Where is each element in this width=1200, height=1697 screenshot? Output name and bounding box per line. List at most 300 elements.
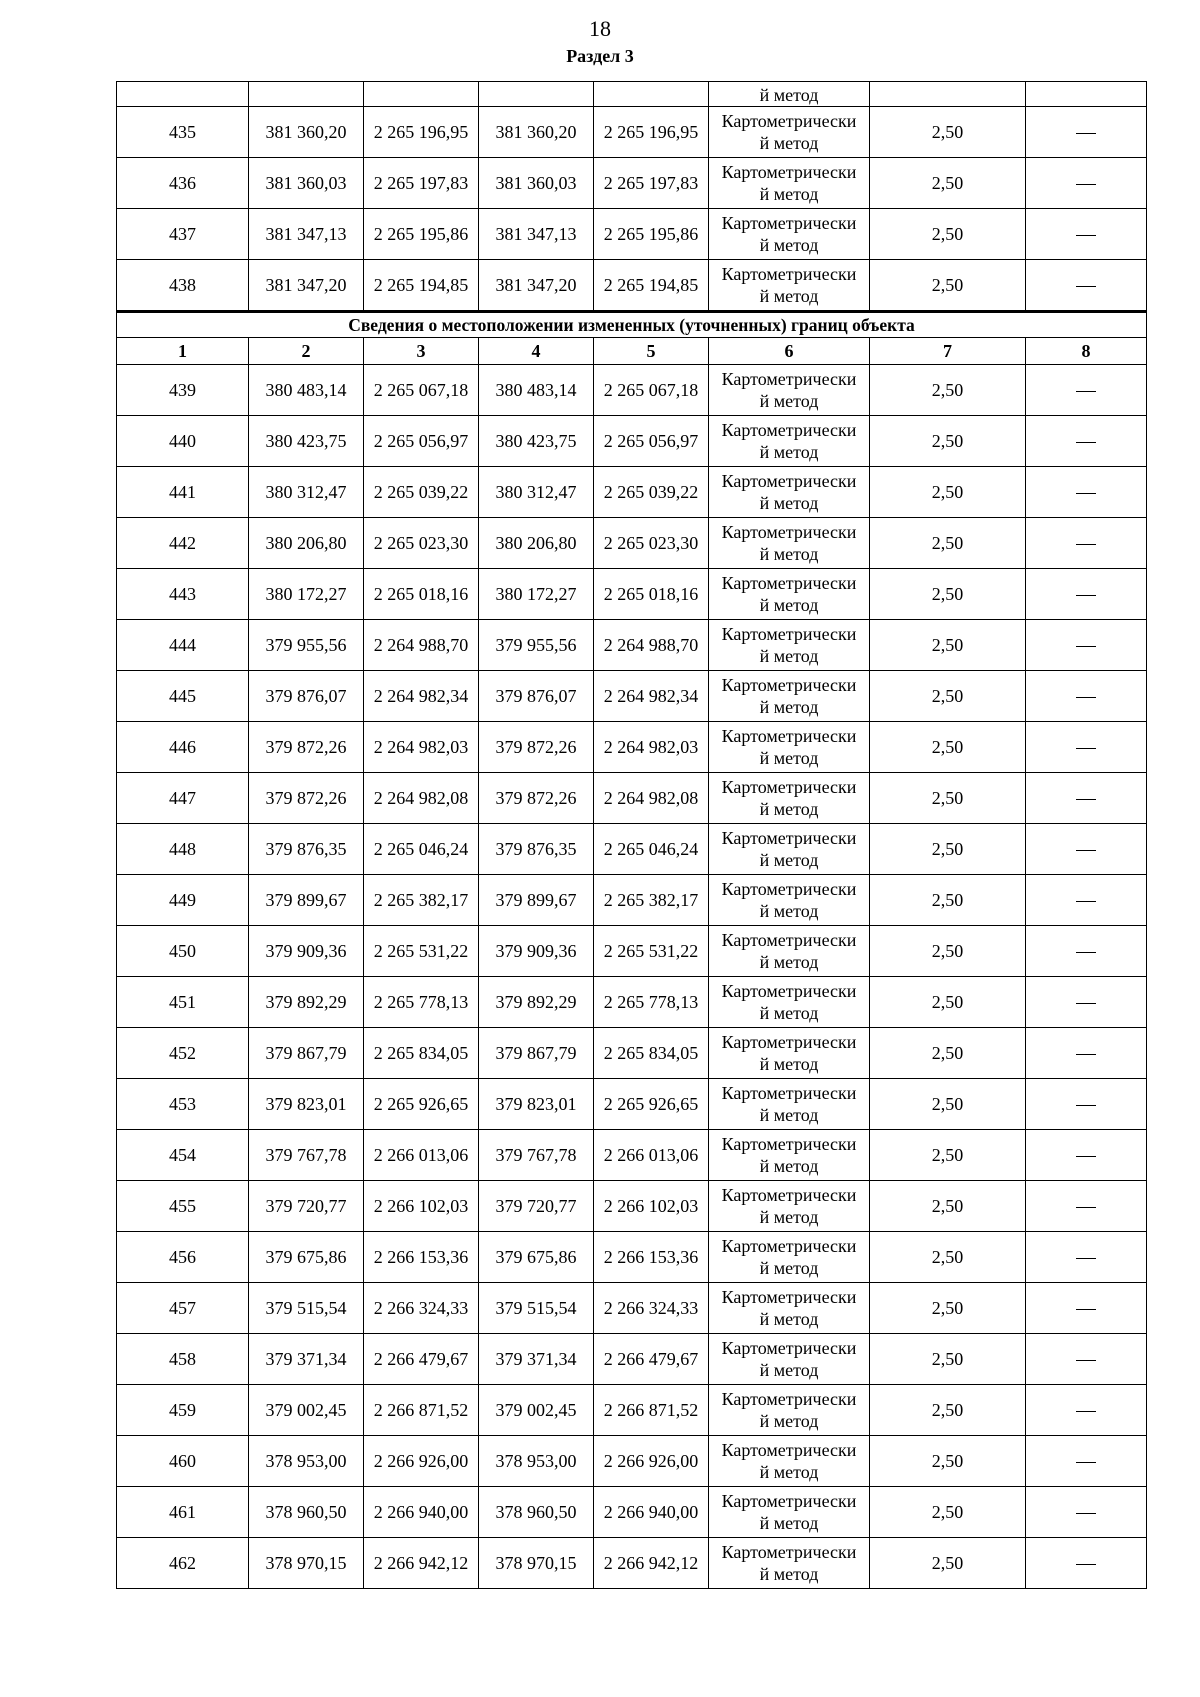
- cell-y-refined: 2 266 013,06: [594, 1130, 709, 1181]
- cell-x-existing: 379 876,07: [249, 671, 364, 722]
- table-row: [117, 1181, 1147, 1232]
- dash-mark: [1076, 442, 1096, 443]
- cell-description: [1026, 773, 1147, 824]
- column-number: 2: [249, 338, 364, 365]
- method-line-1: Картометрически: [721, 573, 857, 593]
- column-number: 6: [709, 338, 870, 365]
- cell-x-refined: 380 172,27: [479, 569, 594, 620]
- cell-accuracy: 2,50: [870, 875, 1026, 926]
- cell-x-existing: 380 206,80: [249, 518, 364, 569]
- cell-description: [1026, 365, 1147, 416]
- cell-accuracy: 2,50: [870, 671, 1026, 722]
- cell-x-refined: 379 899,67: [479, 875, 594, 926]
- cell-y-refined: 2 265 195,86: [594, 209, 709, 260]
- table-row: [117, 158, 1147, 209]
- cell-method: [709, 1283, 870, 1334]
- dash-mark: [1076, 697, 1096, 698]
- cell-y-existing: 2 264 982,34: [364, 671, 479, 722]
- dash-mark: [1076, 1513, 1096, 1514]
- method-line-2: й метод: [759, 493, 819, 513]
- dash-mark: [1076, 748, 1096, 749]
- cell-description: [1026, 824, 1147, 875]
- section-heading: Сведения о местоположении измененных (уточненных) границ объекта: [117, 312, 1147, 338]
- cell-method: [709, 1232, 870, 1283]
- cell-y-refined: 2 265 382,17: [594, 875, 709, 926]
- method-line-2: й метод: [759, 1207, 819, 1227]
- cell-x-refined: 379 720,77: [479, 1181, 594, 1232]
- section-heading-row: [117, 312, 1147, 338]
- dash-mark: [1076, 1360, 1096, 1361]
- cell-accuracy: 2,50: [870, 107, 1026, 158]
- cell-method: [709, 1487, 870, 1538]
- method-line-2: й метод: [759, 235, 819, 255]
- cell-y-refined: 2 265 023,30: [594, 518, 709, 569]
- column-number: 8: [1026, 338, 1147, 365]
- cell-y-refined: 2 266 479,67: [594, 1334, 709, 1385]
- cell-description: [1026, 671, 1147, 722]
- cell-x-existing: 379 876,35: [249, 824, 364, 875]
- cell-y-existing: 2 264 982,03: [364, 722, 479, 773]
- cell-description: [1026, 1130, 1147, 1181]
- cell-x-existing: 379 872,26: [249, 773, 364, 824]
- cell-x-existing: 379 955,56: [249, 620, 364, 671]
- method-line-1: Картометрически: [721, 1083, 857, 1103]
- method-line-2: й метод: [759, 544, 819, 564]
- table-row: [117, 1436, 1147, 1487]
- cell-x-refined: 379 767,78: [479, 1130, 594, 1181]
- cell-x-refined: 381 360,20: [479, 107, 594, 158]
- cell-y-existing: 2 265 778,13: [364, 977, 479, 1028]
- dash-mark: [1076, 184, 1096, 185]
- cell-method: [709, 158, 870, 209]
- cell-point-number: 457: [117, 1283, 249, 1334]
- cell-y-refined: 2 266 940,00: [594, 1487, 709, 1538]
- method-line-1: Картометрически: [721, 420, 857, 440]
- cell-point-number: 461: [117, 1487, 249, 1538]
- cell-x-refined: 378 960,50: [479, 1487, 594, 1538]
- cell-description: [1026, 1283, 1147, 1334]
- method-line-1: Картометрически: [721, 726, 857, 746]
- column-numbers-row: [117, 338, 1147, 365]
- cell-y-existing: 2 266 871,52: [364, 1385, 479, 1436]
- cell-accuracy: 2,50: [870, 1283, 1026, 1334]
- cell-accuracy: 2,50: [870, 620, 1026, 671]
- cell-description: [1026, 926, 1147, 977]
- cell-description: [1026, 1487, 1147, 1538]
- cell-y-existing: 2 265 067,18: [364, 365, 479, 416]
- cell-y-refined: 2 265 046,24: [594, 824, 709, 875]
- column-number: 7: [870, 338, 1026, 365]
- method-line-1: Картометрически: [721, 1389, 857, 1409]
- method-line-2: й метод: [759, 391, 819, 411]
- method-line-2: й метод: [759, 442, 819, 462]
- cell-y-existing: 2 266 324,33: [364, 1283, 479, 1334]
- cell-y-existing: 2 265 926,65: [364, 1079, 479, 1130]
- cell-description: [1026, 1181, 1147, 1232]
- cell-point-number: 449: [117, 875, 249, 926]
- cell-y-existing: 2 264 988,70: [364, 620, 479, 671]
- cell-point-number: 435: [117, 107, 249, 158]
- cell-accuracy: 2,50: [870, 1538, 1026, 1589]
- cell-y-existing: 2 264 982,08: [364, 773, 479, 824]
- cell-x-refined: 379 675,86: [479, 1232, 594, 1283]
- cell-point-number: 448: [117, 824, 249, 875]
- cell-method: [709, 1079, 870, 1130]
- dash-mark: [1076, 646, 1096, 647]
- cell-description: [1026, 1079, 1147, 1130]
- method-line-1: Картометрически: [721, 675, 857, 695]
- cell-method: [709, 671, 870, 722]
- cell-x-refined: 381 360,03: [479, 158, 594, 209]
- cell-point-number: 458: [117, 1334, 249, 1385]
- cell-point-number: 443: [117, 569, 249, 620]
- cell-y-refined: 2 266 926,00: [594, 1436, 709, 1487]
- method-line-1: Картометрически: [721, 1338, 857, 1358]
- cell-description: [1026, 977, 1147, 1028]
- cell-accuracy: 2,50: [870, 1334, 1026, 1385]
- cell-empty: [249, 82, 364, 107]
- method-line-1: Картометрически: [721, 111, 857, 131]
- method-line-1: Картометрически: [721, 1134, 857, 1154]
- method-line-2: й метод: [759, 1309, 819, 1329]
- dash-mark: [1076, 1105, 1096, 1106]
- cell-method: [709, 722, 870, 773]
- cell-method: [709, 569, 870, 620]
- coordinates-table: [116, 81, 1147, 1589]
- cell-description: [1026, 1232, 1147, 1283]
- method-line-1: Картометрически: [721, 522, 857, 542]
- cell-y-existing: 2 266 013,06: [364, 1130, 479, 1181]
- dash-mark: [1076, 133, 1096, 134]
- cell-y-refined: 2 266 942,12: [594, 1538, 709, 1589]
- cell-empty: [870, 82, 1026, 107]
- method-line-1: Картометрически: [721, 879, 857, 899]
- table-row: [117, 1385, 1147, 1436]
- cell-x-existing: 378 970,15: [249, 1538, 364, 1589]
- table-row: [117, 1232, 1147, 1283]
- cell-point-number: 451: [117, 977, 249, 1028]
- cell-empty: [1026, 82, 1147, 107]
- cell-y-existing: 2 265 023,30: [364, 518, 479, 569]
- cell-y-refined: 2 264 982,34: [594, 671, 709, 722]
- method-line-1: Картометрически: [721, 213, 857, 233]
- cell-method: [709, 1436, 870, 1487]
- cell-x-existing: 378 960,50: [249, 1487, 364, 1538]
- cell-y-refined: 2 265 056,97: [594, 416, 709, 467]
- cell-accuracy: 2,50: [870, 158, 1026, 209]
- cell-method: [709, 518, 870, 569]
- cell-point-number: 462: [117, 1538, 249, 1589]
- cell-x-existing: 380 312,47: [249, 467, 364, 518]
- cell-y-existing: 2 266 926,00: [364, 1436, 479, 1487]
- cell-x-refined: 379 371,34: [479, 1334, 594, 1385]
- table-row: [117, 518, 1147, 569]
- dash-mark: [1076, 235, 1096, 236]
- cell-y-existing: 2 265 056,97: [364, 416, 479, 467]
- cell-description: [1026, 158, 1147, 209]
- cell-method: [709, 365, 870, 416]
- cell-point-number: 455: [117, 1181, 249, 1232]
- method-line-1: Картометрически: [721, 1542, 857, 1562]
- method-line-1: Картометрически: [721, 930, 857, 950]
- cell-y-existing: 2 265 195,86: [364, 209, 479, 260]
- cell-x-refined: 379 515,54: [479, 1283, 594, 1334]
- table-row: [117, 107, 1147, 158]
- cell-x-existing: 379 720,77: [249, 1181, 364, 1232]
- dash-mark: [1076, 1462, 1096, 1463]
- cell-description: [1026, 209, 1147, 260]
- cell-method: [709, 107, 870, 158]
- table-row: [117, 1130, 1147, 1181]
- cell-y-refined: 2 265 196,95: [594, 107, 709, 158]
- cell-description: [1026, 1385, 1147, 1436]
- cell-point-number: 440: [117, 416, 249, 467]
- cell-point-number: 446: [117, 722, 249, 773]
- cell-accuracy: 2,50: [870, 1130, 1026, 1181]
- cell-y-existing: 2 265 046,24: [364, 824, 479, 875]
- cell-accuracy: 2,50: [870, 209, 1026, 260]
- cell-accuracy: 2,50: [870, 1385, 1026, 1436]
- cell-x-refined: 380 206,80: [479, 518, 594, 569]
- cell-accuracy: 2,50: [870, 1232, 1026, 1283]
- method-line-1: Картометрически: [721, 162, 857, 182]
- table-row: [117, 569, 1147, 620]
- cell-point-number: 453: [117, 1079, 249, 1130]
- method-line-2: й метод: [759, 1360, 819, 1380]
- cell-description: [1026, 569, 1147, 620]
- cell-method: [709, 1334, 870, 1385]
- cell-x-existing: 381 347,20: [249, 260, 364, 312]
- cell-method: [709, 1130, 870, 1181]
- cell-point-number: 442: [117, 518, 249, 569]
- dash-mark: [1076, 1258, 1096, 1259]
- cell-x-refined: 379 823,01: [479, 1079, 594, 1130]
- cell-x-existing: 379 867,79: [249, 1028, 364, 1079]
- method-line-1: Картометрически: [721, 1440, 857, 1460]
- cell-method: [709, 1181, 870, 1232]
- cell-accuracy: 2,50: [870, 365, 1026, 416]
- cell-description: [1026, 518, 1147, 569]
- cell-y-existing: 2 266 153,36: [364, 1232, 479, 1283]
- cell-empty: [594, 82, 709, 107]
- cell-accuracy: 2,50: [870, 926, 1026, 977]
- table-row: [117, 620, 1147, 671]
- cell-description: [1026, 875, 1147, 926]
- cell-method: [709, 773, 870, 824]
- cell-y-refined: 2 264 988,70: [594, 620, 709, 671]
- method-line-1: Картометрически: [721, 264, 857, 284]
- cell-accuracy: 2,50: [870, 977, 1026, 1028]
- method-line-2: й метод: [759, 952, 819, 972]
- method-line-2: й метод: [759, 799, 819, 819]
- cell-method: [709, 875, 870, 926]
- cell-method: [709, 620, 870, 671]
- cell-y-refined: 2 265 067,18: [594, 365, 709, 416]
- cell-y-refined: 2 265 197,83: [594, 158, 709, 209]
- cell-y-existing: 2 266 479,67: [364, 1334, 479, 1385]
- table-row: [117, 416, 1147, 467]
- cell-method: [709, 416, 870, 467]
- cell-x-refined: 379 872,26: [479, 722, 594, 773]
- cell-x-existing: 379 892,29: [249, 977, 364, 1028]
- cell-x-refined: 379 002,45: [479, 1385, 594, 1436]
- cell-method: [709, 209, 870, 260]
- table-row: [117, 722, 1147, 773]
- cell-x-refined: 378 953,00: [479, 1436, 594, 1487]
- cell-point-number: 436: [117, 158, 249, 209]
- cell-accuracy: 2,50: [870, 569, 1026, 620]
- method-line-1: Картометрически: [721, 1185, 857, 1205]
- cell-x-refined: 381 347,13: [479, 209, 594, 260]
- cell-y-existing: 2 265 194,85: [364, 260, 479, 312]
- method-line-2: й метод: [759, 184, 819, 204]
- dash-mark: [1076, 952, 1096, 953]
- dash-mark: [1076, 544, 1096, 545]
- continuation-row: [117, 82, 1147, 107]
- cell-x-existing: 380 172,27: [249, 569, 364, 620]
- cell-y-existing: 2 266 102,03: [364, 1181, 479, 1232]
- cell-description: [1026, 1538, 1147, 1589]
- method-line-1: Картометрически: [721, 1287, 857, 1307]
- method-line-1: Картометрически: [721, 828, 857, 848]
- column-number: 5: [594, 338, 709, 365]
- cell-y-refined: 2 265 926,65: [594, 1079, 709, 1130]
- cell-x-refined: 378 970,15: [479, 1538, 594, 1589]
- cell-method: [709, 977, 870, 1028]
- cell-x-refined: 380 483,14: [479, 365, 594, 416]
- cell-description: [1026, 1334, 1147, 1385]
- cell-x-existing: 381 347,13: [249, 209, 364, 260]
- cell-y-refined: 2 266 871,52: [594, 1385, 709, 1436]
- cell-accuracy: 2,50: [870, 773, 1026, 824]
- cell-x-existing: 378 953,00: [249, 1436, 364, 1487]
- method-line-2: й метод: [759, 1564, 819, 1584]
- cell-point-number: 441: [117, 467, 249, 518]
- cell-point-number: 450: [117, 926, 249, 977]
- cell-x-existing: 379 823,01: [249, 1079, 364, 1130]
- cell-x-refined: 379 909,36: [479, 926, 594, 977]
- column-number: 3: [364, 338, 479, 365]
- cell-method: [709, 926, 870, 977]
- dash-mark: [1076, 595, 1096, 596]
- cell-point-number: 439: [117, 365, 249, 416]
- method-line-2: й метод: [759, 1003, 819, 1023]
- cell-point-number: 438: [117, 260, 249, 312]
- method-line-2: й метод: [759, 901, 819, 921]
- cell-x-existing: 379 515,54: [249, 1283, 364, 1334]
- cell-y-refined: 2 265 194,85: [594, 260, 709, 312]
- page-number: 18: [589, 16, 611, 41]
- cell-method: [709, 1538, 870, 1589]
- table-row: [117, 1283, 1147, 1334]
- cell-x-existing: 381 360,03: [249, 158, 364, 209]
- cell-accuracy: 2,50: [870, 1028, 1026, 1079]
- table-row: [117, 1487, 1147, 1538]
- cell-x-refined: 381 347,20: [479, 260, 594, 312]
- cell-y-refined: 2 265 778,13: [594, 977, 709, 1028]
- cell-x-existing: 379 872,26: [249, 722, 364, 773]
- cell-method: [709, 467, 870, 518]
- cell-y-existing: 2 265 018,16: [364, 569, 479, 620]
- cell-x-existing: 381 360,20: [249, 107, 364, 158]
- cell-method: [709, 260, 870, 312]
- cell-x-existing: 379 899,67: [249, 875, 364, 926]
- table-row: [117, 977, 1147, 1028]
- method-line-1: Картометрически: [721, 1491, 857, 1511]
- method-line-1: Картометрически: [721, 624, 857, 644]
- cell-method: [709, 824, 870, 875]
- cell-method: [709, 1385, 870, 1436]
- cell-x-existing: 379 371,34: [249, 1334, 364, 1385]
- method-line-1: Картометрически: [721, 777, 857, 797]
- cell-x-refined: 379 867,79: [479, 1028, 594, 1079]
- cell-y-existing: 2 265 197,83: [364, 158, 479, 209]
- cell-x-refined: 380 423,75: [479, 416, 594, 467]
- cell-y-existing: 2 265 382,17: [364, 875, 479, 926]
- cell-point-number: 444: [117, 620, 249, 671]
- cell-description: [1026, 260, 1147, 312]
- method-line-2: й метод: [759, 1462, 819, 1482]
- cell-point-number: 459: [117, 1385, 249, 1436]
- table-row: [117, 1334, 1147, 1385]
- table-row: [117, 365, 1147, 416]
- cell-accuracy: 2,50: [870, 722, 1026, 773]
- dash-mark: [1076, 901, 1096, 902]
- method-line-2: й метод: [759, 133, 819, 153]
- method-line-2: й метод: [759, 646, 819, 666]
- table-row: [117, 875, 1147, 926]
- table-row: [117, 1079, 1147, 1130]
- cell-x-existing: 379 002,45: [249, 1385, 364, 1436]
- cell-y-existing: 2 265 531,22: [364, 926, 479, 977]
- cell-y-refined: 2 264 982,03: [594, 722, 709, 773]
- cell-y-existing: 2 265 039,22: [364, 467, 479, 518]
- cell-accuracy: 2,50: [870, 518, 1026, 569]
- cell-y-refined: 2 265 531,22: [594, 926, 709, 977]
- cell-y-existing: 2 265 196,95: [364, 107, 479, 158]
- dash-mark: [1076, 1156, 1096, 1157]
- cell-description: [1026, 107, 1147, 158]
- cell-point-number: 452: [117, 1028, 249, 1079]
- table-row: [117, 209, 1147, 260]
- dash-mark: [1076, 1564, 1096, 1565]
- cell-accuracy: 2,50: [870, 1487, 1026, 1538]
- cell-y-existing: 2 266 940,00: [364, 1487, 479, 1538]
- cell-point-number: 445: [117, 671, 249, 722]
- cell-y-refined: 2 265 018,16: [594, 569, 709, 620]
- cell-description: [1026, 1028, 1147, 1079]
- cell-point-number: 454: [117, 1130, 249, 1181]
- section-title: Раздел 3: [566, 46, 634, 66]
- cell-accuracy: 2,50: [870, 824, 1026, 875]
- method-line-2: й метод: [759, 286, 819, 306]
- cell-y-existing: 2 265 834,05: [364, 1028, 479, 1079]
- method-line-2: й метод: [759, 1156, 819, 1176]
- cell-method-continuation: й метод: [709, 82, 870, 107]
- table-row: [117, 1028, 1147, 1079]
- cell-x-refined: 380 312,47: [479, 467, 594, 518]
- cell-accuracy: 2,50: [870, 1436, 1026, 1487]
- dash-mark: [1076, 799, 1096, 800]
- cell-point-number: 437: [117, 209, 249, 260]
- table-row: [117, 1538, 1147, 1589]
- cell-y-refined: 2 266 153,36: [594, 1232, 709, 1283]
- cell-method: [709, 1028, 870, 1079]
- method-line-2: й метод: [759, 1105, 819, 1125]
- method-line-2: й метод: [759, 1513, 819, 1533]
- method-line-1: Картометрически: [721, 981, 857, 1001]
- cell-x-existing: 380 483,14: [249, 365, 364, 416]
